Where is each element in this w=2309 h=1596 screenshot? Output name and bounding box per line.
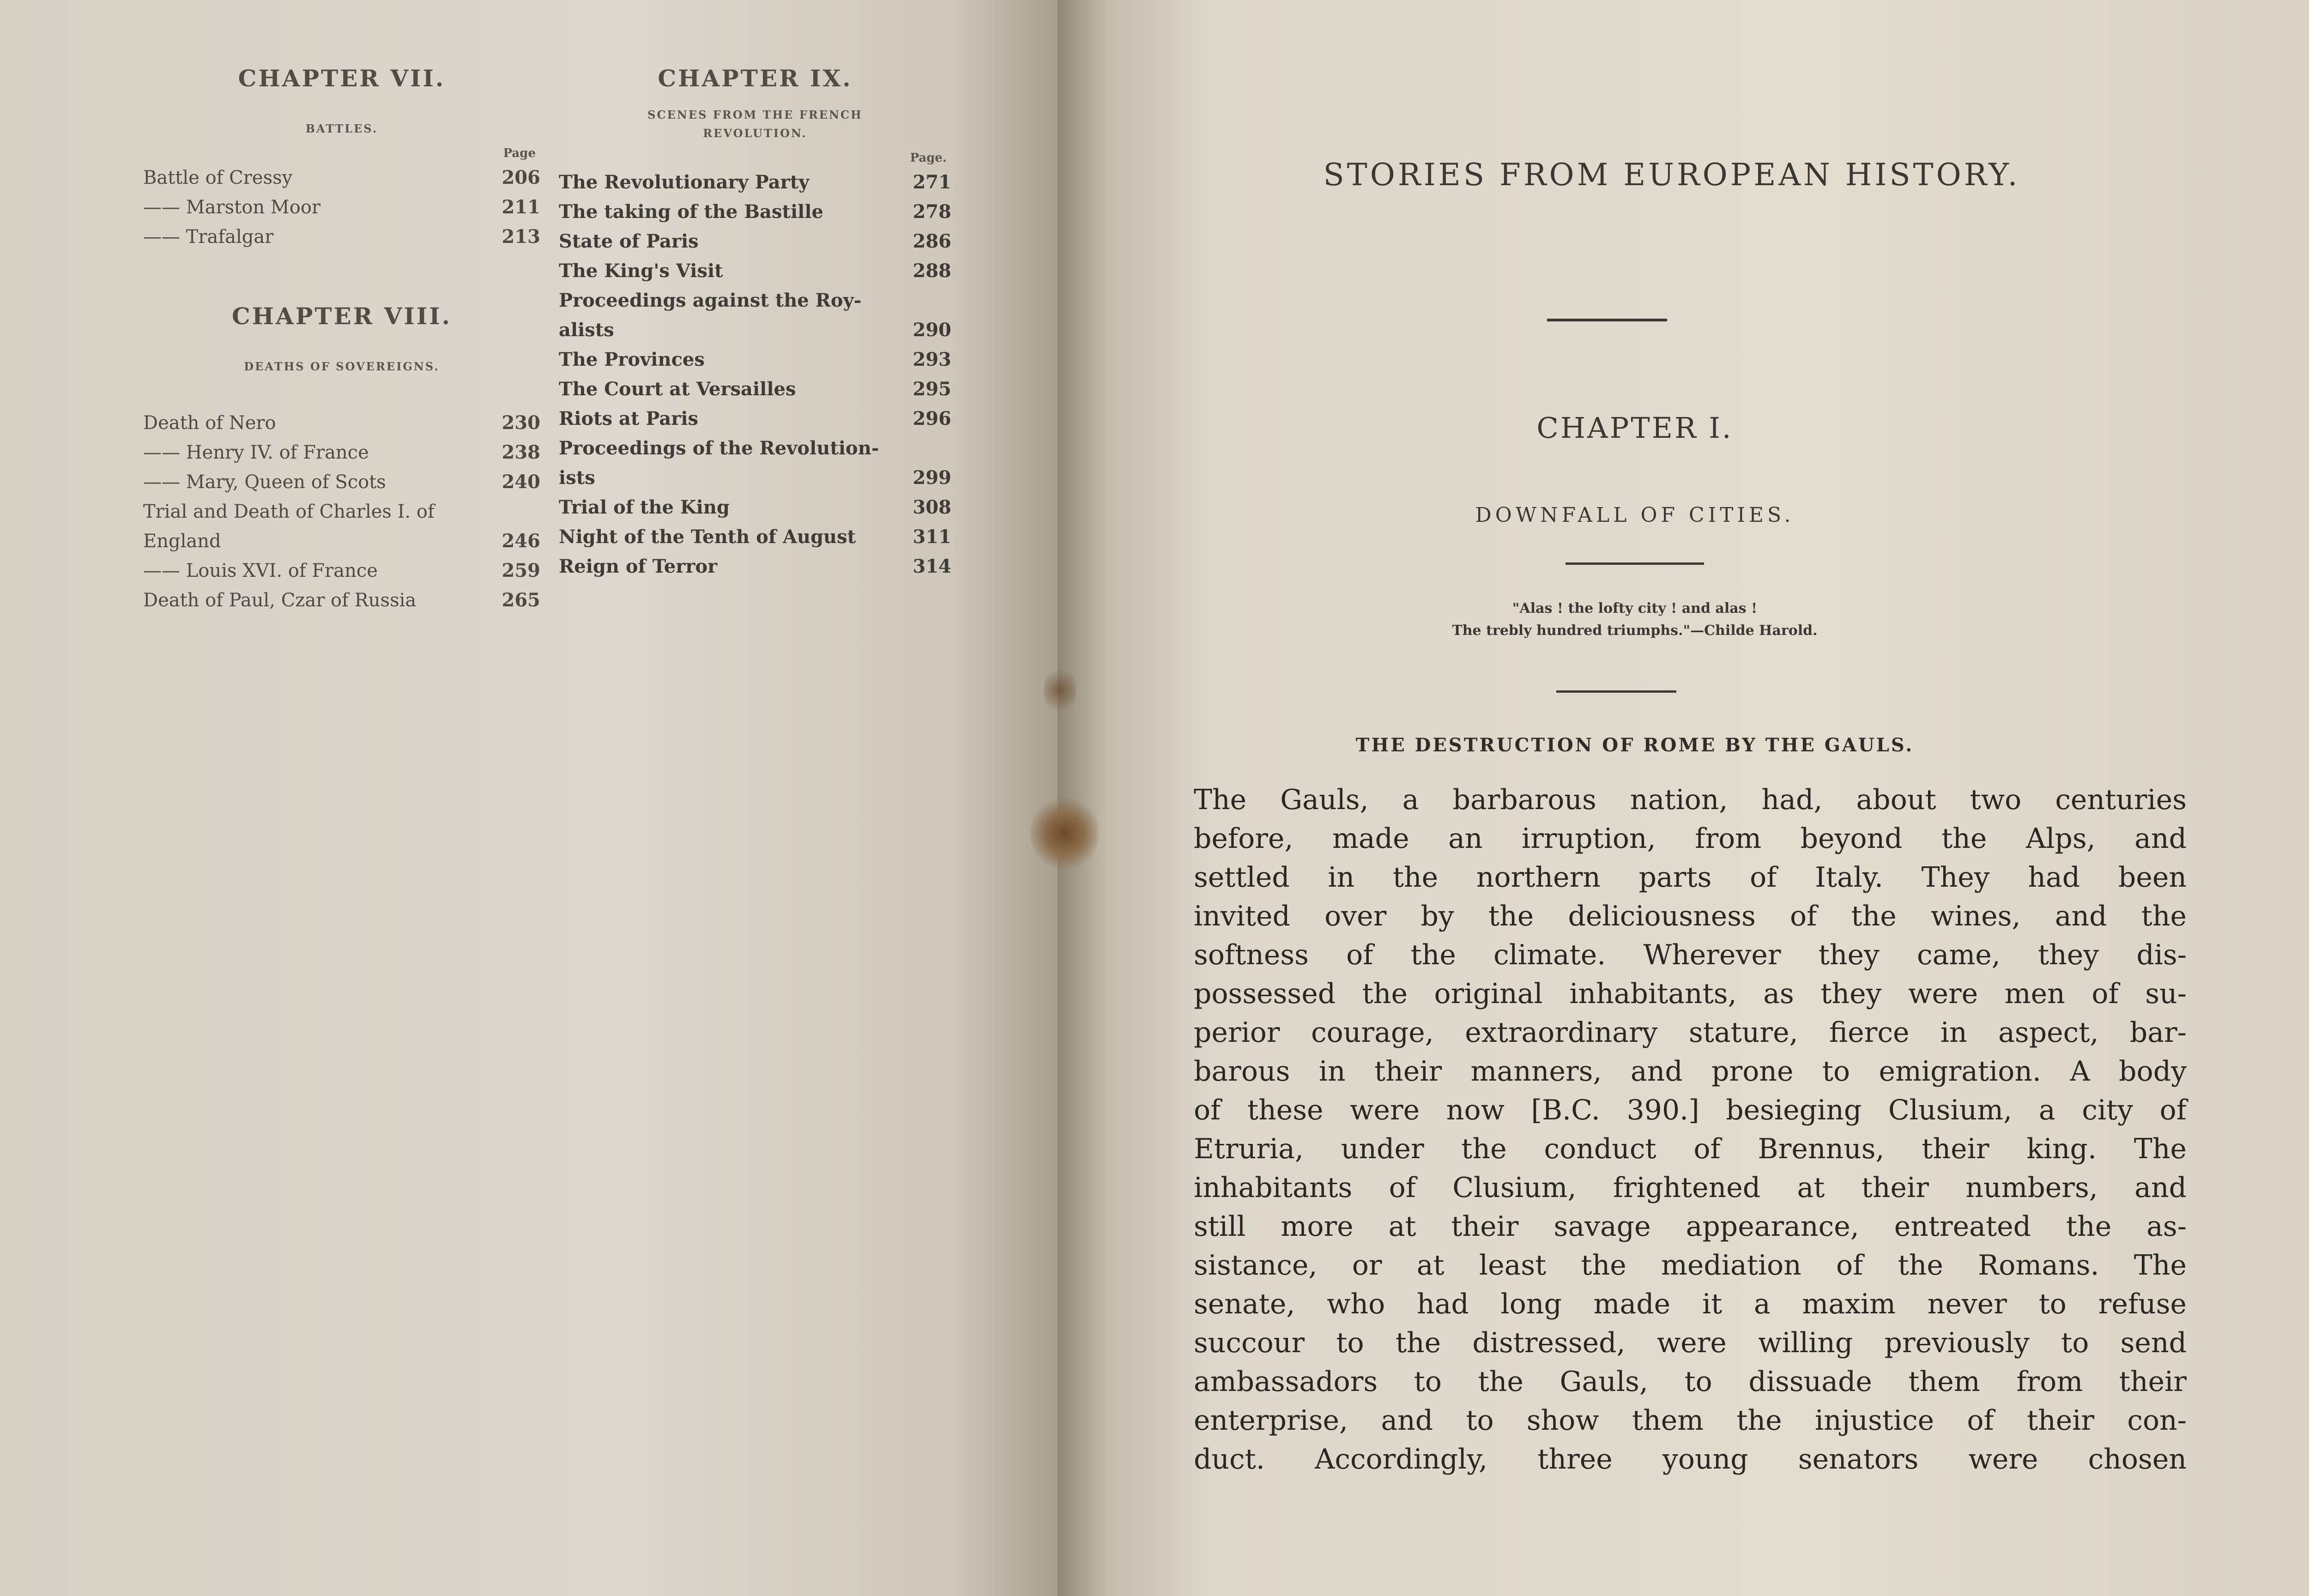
toc-entry-title: The Revolutionary Party bbox=[559, 171, 810, 193]
toc-entry bbox=[143, 467, 540, 497]
toc-entry bbox=[143, 497, 540, 526]
body-line: before, made an irruption, from beyond the Alps, and bbox=[1194, 822, 2187, 855]
toc-entry bbox=[143, 586, 540, 615]
body-line: possessed the original inhabitants, as they were men of su- bbox=[1194, 978, 2187, 1010]
epigraph-line: "Alas ! the lofty city ! and alas ! bbox=[1512, 600, 1758, 617]
section-title: THE DESTRUCTION OF ROME BY THE GAULS. bbox=[1355, 734, 1914, 756]
toc-entry-page: 265 bbox=[502, 589, 540, 611]
body-line: perior courage, extraordinary stature, fierce in aspect, bar- bbox=[1194, 1016, 2187, 1049]
body-line: sistance, or at least the mediation of the Romans. The bbox=[1194, 1249, 2187, 1282]
body-line: of these were now [B.C. 390.] besieging Clusium, a city of bbox=[1194, 1094, 2187, 1126]
toc-entry bbox=[559, 404, 951, 434]
body-line: ambassadors to the Gauls, to dissuade them from their bbox=[1194, 1366, 2187, 1398]
toc-entry-title: Trial of the King bbox=[559, 496, 730, 518]
toc-entry-page: 296 bbox=[913, 408, 951, 429]
toc-entry bbox=[559, 345, 951, 375]
toc-entry bbox=[559, 493, 951, 522]
toc-chapter-heading: CHAPTER IX. bbox=[658, 65, 852, 92]
toc-entry bbox=[143, 193, 540, 222]
toc-entry bbox=[559, 434, 951, 463]
right-page-content bbox=[1058, 0, 2309, 1596]
toc-entry-title: Proceedings of the Revolution- bbox=[559, 437, 879, 459]
toc-entry bbox=[559, 552, 951, 581]
ornament-rule bbox=[1566, 562, 1704, 565]
body-line: softness of the climate. Wherever they came, they dis- bbox=[1194, 939, 2187, 971]
toc-chapter-heading: CHAPTER VIII. bbox=[231, 302, 452, 330]
toc-entry-page: 293 bbox=[913, 349, 951, 370]
toc-entry bbox=[559, 315, 951, 345]
toc-entry-title: State of Paris bbox=[559, 230, 699, 252]
toc-entry-title: ists bbox=[559, 467, 595, 489]
toc-entry bbox=[143, 222, 540, 252]
toc-chapter-subheading: SCENES FROM THE FRENCH bbox=[647, 108, 863, 121]
toc-entry bbox=[559, 375, 951, 404]
ornament-rule bbox=[1556, 690, 1676, 693]
toc-entry bbox=[143, 556, 540, 586]
toc-column-a bbox=[143, 65, 540, 615]
toc-entry-title: The taking of the Bastille bbox=[559, 201, 824, 223]
toc-entry-title: Trial and Death of Charles I. of bbox=[143, 501, 435, 522]
toc-entry-list bbox=[143, 408, 540, 615]
toc-entry-page: 271 bbox=[913, 171, 951, 193]
body-line: The Gauls, a barbarous nation, had, about two centuries bbox=[1194, 784, 2187, 816]
toc-entry-page: 211 bbox=[502, 196, 540, 218]
toc-entry-title: Proceedings against the Roy- bbox=[559, 290, 862, 311]
toc-entry bbox=[559, 286, 951, 315]
toc-entry-list bbox=[559, 168, 951, 581]
toc-entry-title: —— Mary, Queen of Scots bbox=[143, 472, 386, 493]
toc-entry-title: Night of the Tenth of August bbox=[559, 526, 856, 548]
body-line: invited over by the deliciousness of the wines, and the bbox=[1194, 900, 2187, 932]
body-line: senate, who had long made it a maxim never to refuse bbox=[1194, 1288, 2187, 1320]
epigraph-line: The trebly hundred triumphs."—Childe Harold. bbox=[1452, 623, 1818, 639]
toc-chapter-subheading: REVOLUTION. bbox=[703, 127, 807, 140]
toc-entry bbox=[559, 256, 951, 286]
body-line: still more at their savage appearance, entreated the as- bbox=[1194, 1210, 2187, 1243]
toc-entry-title: Reign of Terror bbox=[559, 556, 718, 577]
toc-entry-title: The King's Visit bbox=[559, 260, 723, 282]
toc-entry bbox=[559, 522, 951, 552]
toc-chapter-subheading: BATTLES. bbox=[305, 122, 378, 135]
body-line: inhabitants of Clusium, frightened at their numbers, and bbox=[1194, 1172, 2187, 1204]
toc-entry bbox=[559, 168, 951, 197]
toc-entry-page: 278 bbox=[913, 201, 951, 223]
body-line: duct. Accordingly, three young senators were chosen bbox=[1194, 1443, 2187, 1475]
toc-entry bbox=[143, 163, 540, 193]
body-line: succour to the distressed, were willing previously to send bbox=[1194, 1327, 2187, 1359]
body-text bbox=[1194, 780, 2187, 1479]
toc-entry-page: 213 bbox=[502, 226, 540, 248]
toc-entry-title: The Court at Versailles bbox=[559, 378, 796, 400]
book-title: STORIES FROM EUROPEAN HISTORY. bbox=[1323, 157, 2020, 193]
toc-entry-page: 311 bbox=[913, 526, 951, 548]
toc-entry-title: alists bbox=[559, 319, 614, 341]
toc-entry bbox=[143, 408, 540, 438]
toc-entry-page: 246 bbox=[502, 530, 540, 552]
toc-chapter-subheading: DEATHS OF SOVEREIGNS. bbox=[244, 360, 440, 373]
toc-entry-title: —— Henry IV. of France bbox=[143, 442, 369, 463]
toc-entry-title: —— Trafalgar bbox=[143, 226, 274, 248]
toc-entry-page: 288 bbox=[913, 260, 951, 282]
toc-page-label: Page bbox=[503, 146, 536, 160]
toc-chapter-heading: CHAPTER VII. bbox=[238, 65, 446, 92]
toc-entry bbox=[143, 438, 540, 467]
toc-entry-page: 308 bbox=[913, 496, 951, 518]
toc-entry bbox=[559, 197, 951, 227]
toc-page-label: Page. bbox=[910, 151, 947, 165]
chapter-title: CHAPTER I. bbox=[1536, 411, 1733, 445]
toc-entry-title: —— Marston Moor bbox=[143, 197, 321, 218]
ornament-rule bbox=[1547, 319, 1667, 321]
toc-entry-title: —— Louis XVI. of France bbox=[143, 560, 378, 581]
toc-entry-page: 259 bbox=[502, 560, 540, 581]
body-line: enterprise, and to show them the injustice of their con- bbox=[1194, 1404, 2187, 1437]
toc-entry-page: 295 bbox=[913, 378, 951, 400]
toc-entry-title: The Provinces bbox=[559, 349, 705, 370]
toc-entry-title: Death of Paul, Czar of Russia bbox=[143, 590, 417, 611]
toc-entry-title: Death of Nero bbox=[143, 412, 276, 434]
toc-entry-page: 206 bbox=[502, 167, 540, 188]
toc-entry-page: 230 bbox=[502, 412, 540, 434]
toc-entry bbox=[143, 526, 540, 556]
toc-entry-page: 299 bbox=[913, 467, 951, 489]
body-line: settled in the northern parts of Italy. They had been bbox=[1194, 861, 2187, 894]
toc-entry bbox=[559, 227, 951, 256]
chapter-subtitle: DOWNFALL OF CITIES. bbox=[1475, 503, 1795, 527]
toc-entry-page: 286 bbox=[913, 230, 951, 252]
toc-entry-title: England bbox=[143, 531, 221, 552]
toc-entry-page: 290 bbox=[913, 319, 951, 341]
toc-entry-title: Riots at Paris bbox=[559, 408, 699, 429]
toc-column-b bbox=[559, 65, 951, 581]
body-line: Etruria, under the conduct of Brennus, their king. The bbox=[1194, 1133, 2187, 1165]
toc-entry-title: Battle of Cressy bbox=[143, 167, 293, 188]
toc-entry-page: 314 bbox=[913, 556, 951, 577]
toc-entry-page: 240 bbox=[502, 471, 540, 493]
toc-entry-list bbox=[143, 163, 540, 252]
body-line: barous in their manners, and prone to emigration. A body bbox=[1194, 1055, 2187, 1088]
toc-entry bbox=[559, 463, 951, 493]
toc-entry-page: 238 bbox=[502, 441, 540, 463]
